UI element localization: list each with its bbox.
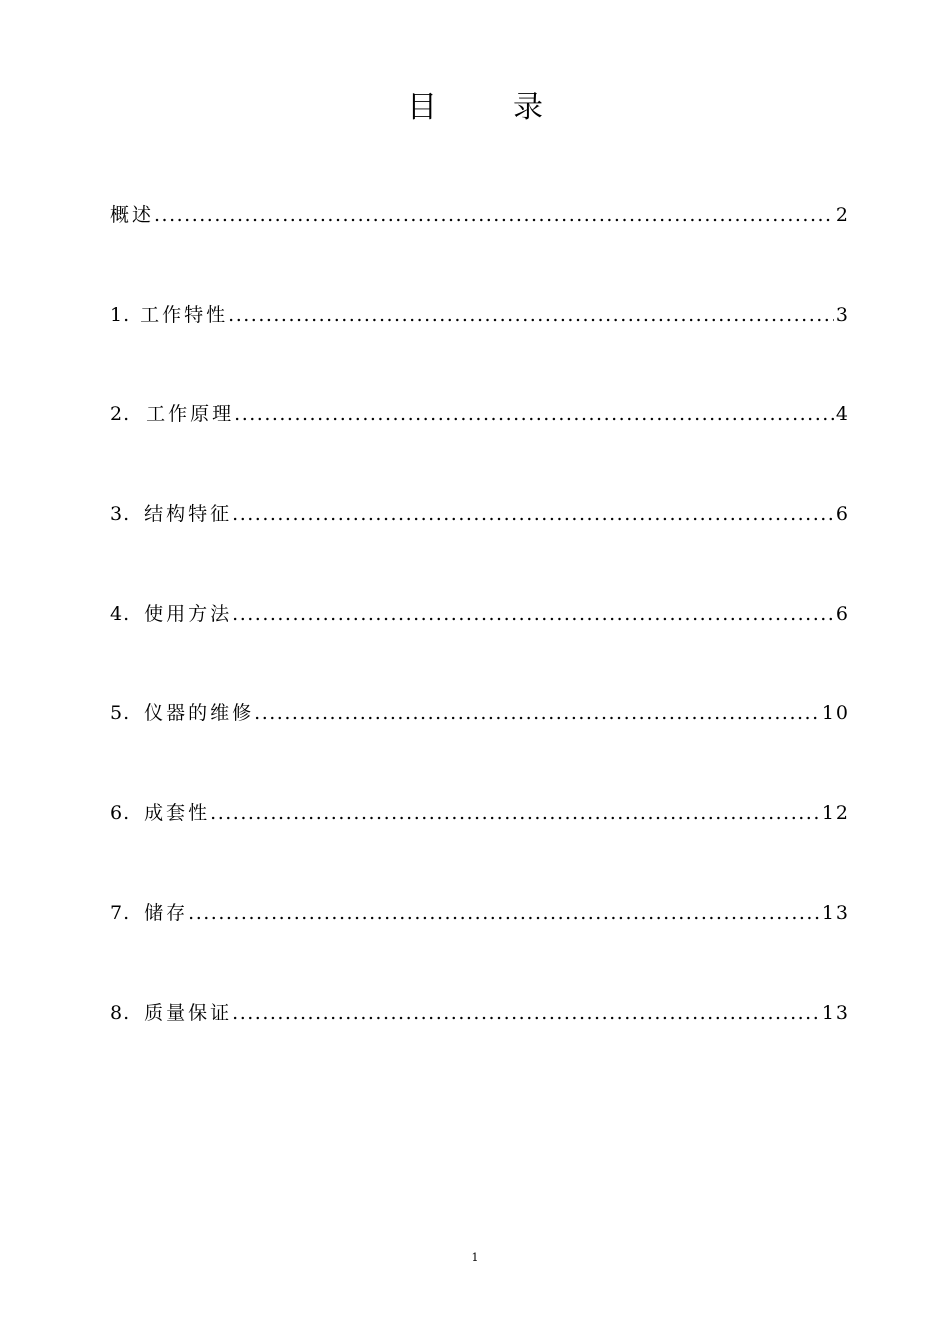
toc-dot-leader	[188, 896, 820, 930]
toc-entry-4[interactable]	[110, 597, 850, 631]
toc-entry-8[interactable]	[110, 996, 850, 1030]
toc-dot-leader	[232, 597, 834, 631]
toc-entry-page: 2	[835, 204, 850, 226]
toc-entry-7[interactable]	[110, 896, 850, 930]
table-of-contents	[110, 198, 850, 1030]
toc-dot-leader	[234, 397, 834, 431]
toc-entry-number: 3.	[110, 503, 131, 526]
toc-entry-label: 工作特性	[140, 303, 229, 326]
toc-entry-number: 5.	[110, 702, 131, 725]
toc-entry-6[interactable]	[110, 796, 850, 830]
toc-entry-label: 结构特征	[144, 503, 233, 526]
page-title-char-1: 目	[407, 90, 437, 125]
toc-dot-leader	[232, 497, 834, 531]
toc-entry-5[interactable]	[110, 696, 850, 730]
toc-entry-page: 13	[821, 1001, 850, 1024]
toc-entry-overview[interactable]	[110, 198, 850, 232]
footer-page-number: 1	[471, 1251, 479, 1264]
toc-dot-leader	[254, 696, 820, 730]
toc-entry-number: 4.	[110, 602, 131, 625]
toc-dot-leader	[232, 996, 820, 1030]
toc-entry-page: 13	[821, 901, 850, 924]
toc-entry-3[interactable]	[110, 497, 850, 531]
toc-entry-number: 8.	[110, 1001, 131, 1024]
toc-entry-number: 7.	[110, 901, 131, 924]
page-title-char-2: 录	[513, 90, 543, 125]
toc-entry-page: 10	[821, 702, 850, 725]
toc-entry-1[interactable]	[110, 298, 850, 332]
toc-entry-2[interactable]	[110, 397, 850, 431]
toc-entry-number: 6.	[110, 802, 131, 825]
toc-entry-page: 4	[835, 403, 850, 426]
toc-dot-leader	[154, 198, 834, 232]
toc-entry-label: 储存	[144, 901, 189, 924]
toc-dot-leader	[228, 298, 834, 332]
toc-entry-label: 质量保证	[144, 1001, 233, 1024]
toc-entry-number: 2.	[110, 403, 131, 426]
toc-entry-page: 3	[835, 303, 850, 326]
toc-entry-label: 概述	[110, 204, 155, 226]
toc-entry-page: 12	[821, 802, 850, 825]
toc-entry-label: 使用方法	[144, 602, 233, 625]
toc-entry-label: 成套性	[144, 802, 211, 825]
toc-entry-label: 工作原理	[146, 403, 235, 426]
toc-dot-leader	[210, 796, 820, 830]
toc-entry-label: 仪器的维修	[144, 702, 255, 725]
toc-entry-page: 6	[835, 503, 850, 526]
page-title	[0, 88, 950, 128]
toc-entry-number: 1.	[110, 303, 131, 326]
toc-entry-page: 6	[835, 602, 850, 625]
